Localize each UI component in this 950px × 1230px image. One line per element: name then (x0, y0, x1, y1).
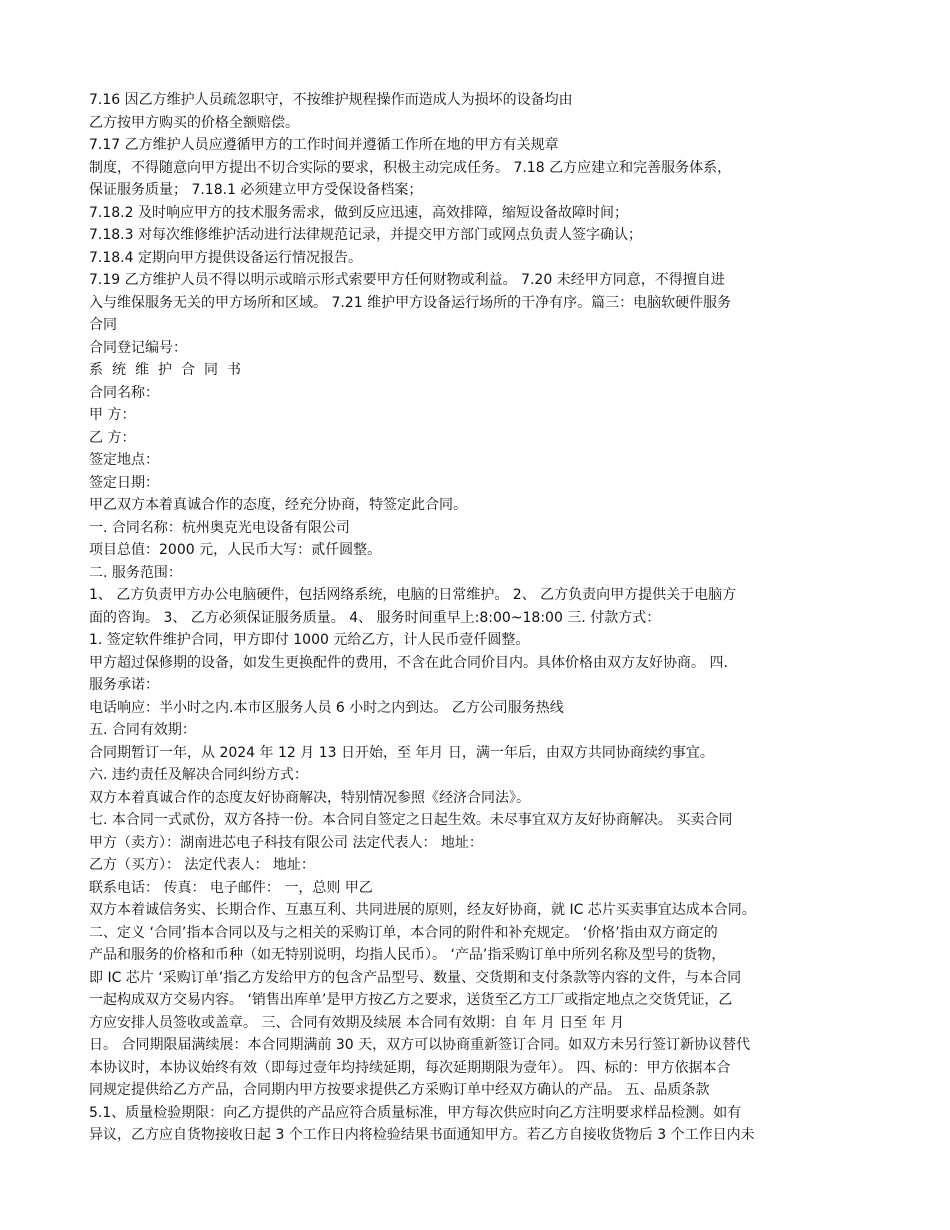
text-line: 甲方（卖方）：湖南进芯电子科技有限公司 法定代表人： 地址： (89, 834, 483, 851)
text-line: 7.18.4 定期向甲方提供设备运行情况报告。 (89, 249, 362, 266)
text-line: 本协议时，本协议始终有效（即每过壹年均持续延期，每次延期期限为壹年）。 四、标的：甲方依据本合 (89, 1059, 731, 1076)
text-line: 电话响应：半小时之内.本市区服务人员 6 小时之内到达。 乙方公司服务热线 (89, 699, 564, 716)
text-line: 联系电话： 传真： 电子邮件： 一，总则 甲乙 (89, 879, 373, 896)
text-line: 合同名称： (89, 384, 159, 401)
text-line: 甲 方： (89, 407, 136, 423)
text-line: 合同期暂订一年，从 2024 年 12 月 13 日开始，至 年月 日，满一年后，由双方共同协商续约事宜。 (89, 744, 714, 761)
text-line: 乙 方： (89, 429, 136, 446)
text-line: 六. 违约责任及解决合同纠纷方式： (89, 767, 308, 783)
text-line: 7.17 乙方维护人员应遵循甲方的工作时间并遵循工作所在地的甲方有关规章 (89, 137, 559, 153)
text-line: 合同登记编号： (89, 339, 187, 356)
text-line: 五. 合同有效期： (89, 722, 196, 738)
text-line: 二. 服务范围： (89, 564, 182, 581)
text-line: 日。 合同期限届满续展：本合同期满前 30 天，双方可以协商重新签订合同。如双方未另行签订新协议替代 (89, 1037, 751, 1053)
text-line: 即 IC 芯片 ‘采购订单’指乙方发给甲方的包含产品型号、数量、交货期和支付条款等内容的文件，与本合同 (89, 969, 742, 986)
text-line: 双方本着诚信务实、长期合作、互惠互利、共同进展的原则，经友好协商，就 IC 芯片买卖事宜达成本合同。 (89, 902, 756, 918)
text-line: 5.1、质量检验期限：向乙方提供的产品应符合质量标准，甲方每次供应时向乙方注明要求样品检测。如有 (89, 1104, 742, 1121)
text-line: 甲方超过保修期的设备，如发生更换配件的费用，不含在此合同价目内。具体价格由双方友好协商。 四. (89, 654, 728, 671)
document-body (89, 89, 861, 1147)
text-line: 面的咨询。 3、 乙方必须保证服务质量。 4、 服务时间重早上:8:00~18:00 三. 付款方式： (89, 609, 661, 626)
text-line: 入与维保服务无关的甲方场所和区域。 7.21 维护甲方设备运行场所的干净有序。篇三：电脑软硬件服务 (89, 294, 732, 311)
text-line: 方应安排人员签收或盖章。 三、合同有效期及续展 本合同有效期：自 年 月 日至 年 月 (89, 1014, 625, 1031)
text-line: 二、定义 ‘合同’指本合同以及与之相关的采购订单，本合同的附件和补充规定。 ‘价格’指由双方商定的 (89, 924, 718, 941)
text-line: 7.16 因乙方维护人员疏忽职守，不按维护规程操作而造成人为损坏的设备均由 (89, 92, 573, 108)
text-line: 1、 乙方负责甲方办公电脑硬件，包括网络系统，电脑的日常维护。 2、 乙方负责向甲方提供关于电脑方 (89, 587, 737, 603)
text-line: 甲乙双方本着真诚合作的态度，经充分协商，特签定此合同。 (89, 497, 467, 513)
text-line: 制度，不得随意向甲方提出不切合实际的要求，积极主动完成任务。 7.18 乙方应建立和完善服务体系， (89, 159, 732, 176)
text-line: 一. 合同名称：杭州奥克光电设备有限公司 (89, 519, 350, 536)
text-line: 乙方按甲方购买的价格全额赔偿。 (89, 114, 299, 131)
text-line: 7.19 乙方维护人员不得以明示或暗示形式索要甲方任何财物或利益。 7.20 未经甲方同意，不得擅自进 (89, 272, 725, 288)
text-line: 保证服务质量； 7.18.1 必须建立甲方受保设备档案； (89, 182, 423, 198)
text-line: 产品和服务的价格和币种（如无特别说明，均指人民币）。 ‘产品’指采购订单中所列名称及型号的货物， (89, 947, 726, 963)
text-line: 7.18.3 对每次维修维护活动进行法律规范记录，并提交甲方部门或网点负责人签字确认； (89, 227, 642, 243)
text-line: 一起构成双方交易内容。 ‘销售出库单’是甲方按乙方之要求，送货至乙方工厂或指定地点之交货凭证，乙 (89, 992, 733, 1008)
text-line: 项目总值：2000 元，人民币大写：贰仟圆整。 (89, 542, 382, 558)
text-line: 7.18.2 及时响应甲方的技术服务需求，做到反应迅速，高效排障，缩短设备故障时间； (89, 204, 628, 221)
contract-heading: 系统维护合同书 (89, 362, 250, 378)
text-line: 服务承诺： (89, 677, 159, 693)
text-line: 签定地点： (89, 452, 159, 468)
text-line: 异议，乙方应自货物接收日起 3 个工作日内将检验结果书面通知甲方。若乙方自接收货物后 3 个工作日内未 (89, 1127, 755, 1143)
text-line: 双方本着真诚合作的态度友好协商解决，特别情况参照《经济合同法》。 (89, 789, 530, 806)
text-line: 签定日期： (89, 474, 159, 491)
text-line: 乙方（买方）： 法定代表人： 地址： (89, 857, 315, 873)
text-line: 合同 (89, 317, 117, 333)
text-line: 七. 本合同一式贰份，双方各持一份。本合同自签定之日起生效。未尽事宜双方友好协商解决。 买卖合同 (89, 812, 733, 828)
text-line: 同规定提供给乙方产品，合同期内甲方按要求提供乙方采购订单中经双方确认的产品。 五、品质条款 (89, 1082, 710, 1098)
text-line: 1. 签定软件维护合同，甲方即付 1000 元给乙方，计人民币壹仟圆整。 (89, 632, 530, 648)
